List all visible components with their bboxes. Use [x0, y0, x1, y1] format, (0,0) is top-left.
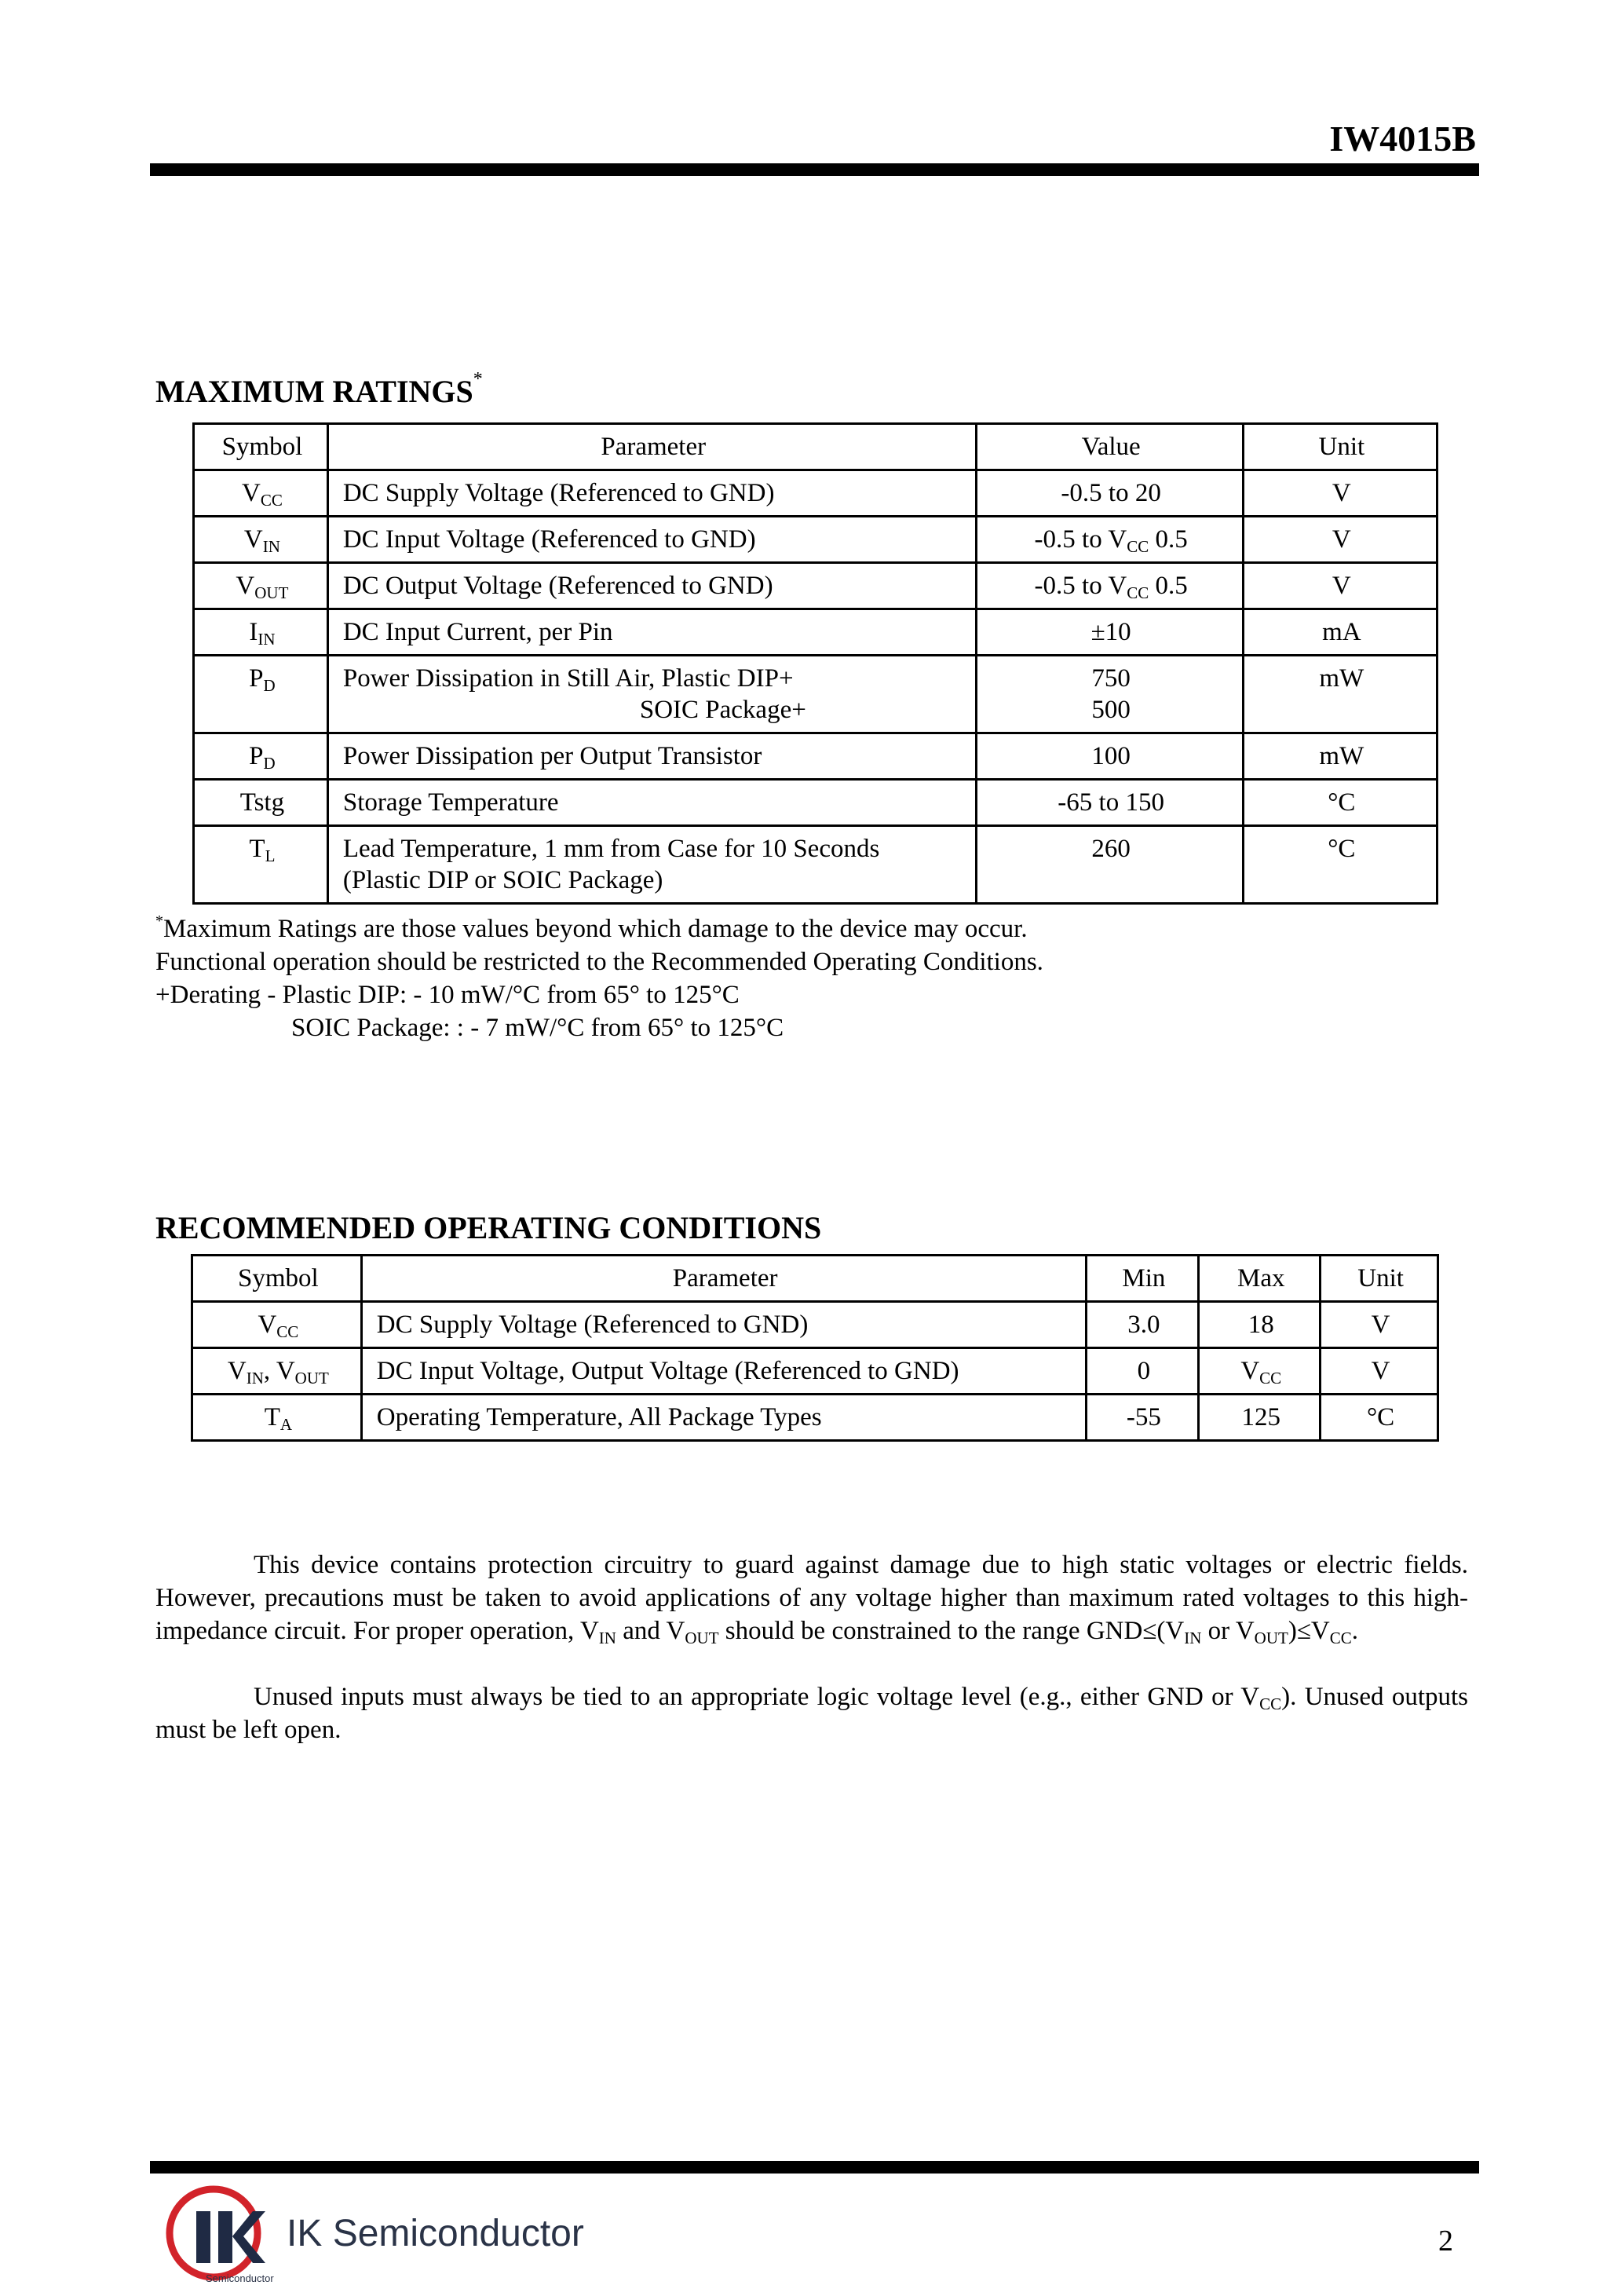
value-cell: -0.5 to $V_{CC}$ 0.5 [976, 517, 1243, 563]
parameter-cell: Storage Temperature [327, 780, 976, 826]
symbol-cell: $V_{OUT}$ [194, 563, 328, 609]
table-row [192, 1302, 1438, 1348]
roc-heading: RECOMMENDED OPERATING CONDITIONS [155, 1210, 822, 1245]
logo-small-text: Semiconductor [206, 2272, 274, 2284]
value-cell: ±10 [976, 609, 1243, 656]
col-header-parameter: Parameter [327, 424, 976, 470]
brand-name: IK Semiconductor [287, 2213, 584, 2254]
table-header-row [194, 424, 1438, 470]
table-row [194, 780, 1438, 826]
parameter-cell: DC Output Voltage (Referenced to GND) [327, 563, 976, 609]
table-row [194, 470, 1438, 517]
col-header-max: Max [1199, 1256, 1321, 1302]
min-cell: 3.0 [1086, 1302, 1199, 1348]
symbol-cell: $V_{CC}$ [194, 470, 328, 517]
unit-cell: V [1321, 1348, 1438, 1395]
min-cell: -55 [1086, 1395, 1199, 1441]
parameter-cell: DC Input Voltage, Output Voltage (Referenced to GND) [361, 1348, 1086, 1395]
part-number: IW4015B [1329, 119, 1476, 159]
parameter-cell: DC Input Current, per Pin [327, 609, 976, 656]
table-row [192, 1348, 1438, 1395]
parameter-cell: Operating Temperature, All Package Types [361, 1395, 1086, 1441]
symbol-cell: $V_{CC}$ [192, 1302, 362, 1348]
value-cell: 260 [976, 826, 1243, 904]
symbol-cell: $T_A$ [192, 1395, 362, 1441]
table-row [194, 517, 1438, 563]
logo-i-stroke [196, 2211, 210, 2263]
col-header-symbol: Symbol [192, 1256, 362, 1302]
col-header-value: Value [976, 424, 1243, 470]
note-line: +Derating - Plastic DIP: - 10 mW/°C from 65° to 125°C [155, 981, 740, 1009]
note-line: Functional operation should be restricted to the Recommended Operating Conditions. [155, 948, 1043, 976]
unit-cell: °C [1243, 826, 1437, 904]
note-line: SOIC Package: : - 7 mW/°C from 65° to 125°C [291, 1014, 784, 1042]
col-header-unit: Unit [1321, 1256, 1438, 1302]
max-ratings-heading: MAXIMUM RATINGS* [155, 369, 483, 409]
value-cell: 100 [976, 733, 1243, 780]
unit-cell: mW [1243, 733, 1437, 780]
footer-rule [150, 2161, 1479, 2174]
unit-cell: V [1243, 470, 1437, 517]
table-row [194, 609, 1438, 656]
parameter-cell: Power Dissipation per Output Transistor [327, 733, 976, 780]
table-row [194, 826, 1438, 904]
company-logo [165, 2184, 620, 2287]
parameter-cell: DC Input Voltage (Referenced to GND) [327, 517, 976, 563]
table-row [194, 733, 1438, 780]
unit-cell: V [1243, 517, 1437, 563]
esd-paragraph: This device contains protection circuitry to guard against damage due to high static voltages or electric fields. However, precautions must be taken to avoid applications of any voltage higher than maximum rated voltages to this high-impedance circuit. For proper operation, $V_{IN}$ and $V_{OUT}$ should be constrained to the range $GND\le(V_{IN}$ or $V_{OUT})\le V_{CC}$. [155, 1551, 1468, 1647]
symbol-cell: Tstg [194, 780, 328, 826]
unit-cell: mW [1243, 656, 1437, 733]
value-cell: -0.5 to $V_{CC}$ 0.5 [976, 563, 1243, 609]
note-line: *Maximum Ratings are those values beyond which damage to the device may occur. [155, 912, 1028, 943]
parameter-cell: Power Dissipation in Still Air, Plastic DIP+ SOIC Package+ [327, 656, 976, 733]
table-row [194, 563, 1438, 609]
symbol-cell: $I_{IN}$ [194, 609, 328, 656]
symbol-cell: $P_D$ [194, 656, 328, 733]
unit-cell: mA [1243, 609, 1437, 656]
max-cell: 125 [1199, 1395, 1321, 1441]
value-cell: 750 500 [976, 656, 1243, 733]
unit-cell: °C [1243, 780, 1437, 826]
table-header-row [192, 1256, 1438, 1302]
max-ratings-table [192, 422, 1438, 905]
col-header-symbol: Symbol [194, 424, 328, 470]
symbol-cell: $V_{IN}$ [194, 517, 328, 563]
parameter-cell: DC Supply Voltage (Referenced to GND) [327, 470, 976, 517]
col-header-parameter: Parameter [361, 1256, 1086, 1302]
max-ratings-notes [155, 912, 1043, 1044]
unused-inputs-paragraph: Unused inputs must always be tied to an appropriate logic voltage level (e.g., either GND or $V_{CC}$). Unused outputs must be left open. [155, 1683, 1468, 1744]
parameter-cell: DC Supply Voltage (Referenced to GND) [361, 1302, 1086, 1348]
roc-table [191, 1254, 1439, 1442]
parameter-cell: Lead Temperature, 1 mm from Case for 10 Seconds (Plastic DIP or SOIC Package) [327, 826, 976, 904]
table-row [192, 1395, 1438, 1441]
max-cell: 18 [1199, 1302, 1321, 1348]
col-header-min: Min [1086, 1256, 1199, 1302]
logo-k-stem [218, 2211, 232, 2263]
symbol-cell: $P_D$ [194, 733, 328, 780]
unit-cell: V [1321, 1302, 1438, 1348]
unit-cell: °C [1321, 1395, 1438, 1441]
symbol-cell: $V_{IN}$, $V_{OUT}$ [192, 1348, 362, 1395]
symbol-cell: $T_L$ [194, 826, 328, 904]
col-header-unit: Unit [1243, 424, 1437, 470]
table-row [194, 656, 1438, 733]
max-cell: $V_{CC}$ [1199, 1348, 1321, 1395]
value-cell: -65 to 150 [976, 780, 1243, 826]
min-cell: 0 [1086, 1348, 1199, 1395]
value-cell: -0.5 to 20 [976, 470, 1243, 517]
header-rule [150, 163, 1479, 176]
unit-cell: V [1243, 563, 1437, 609]
page-number: 2 [1438, 2225, 1453, 2258]
